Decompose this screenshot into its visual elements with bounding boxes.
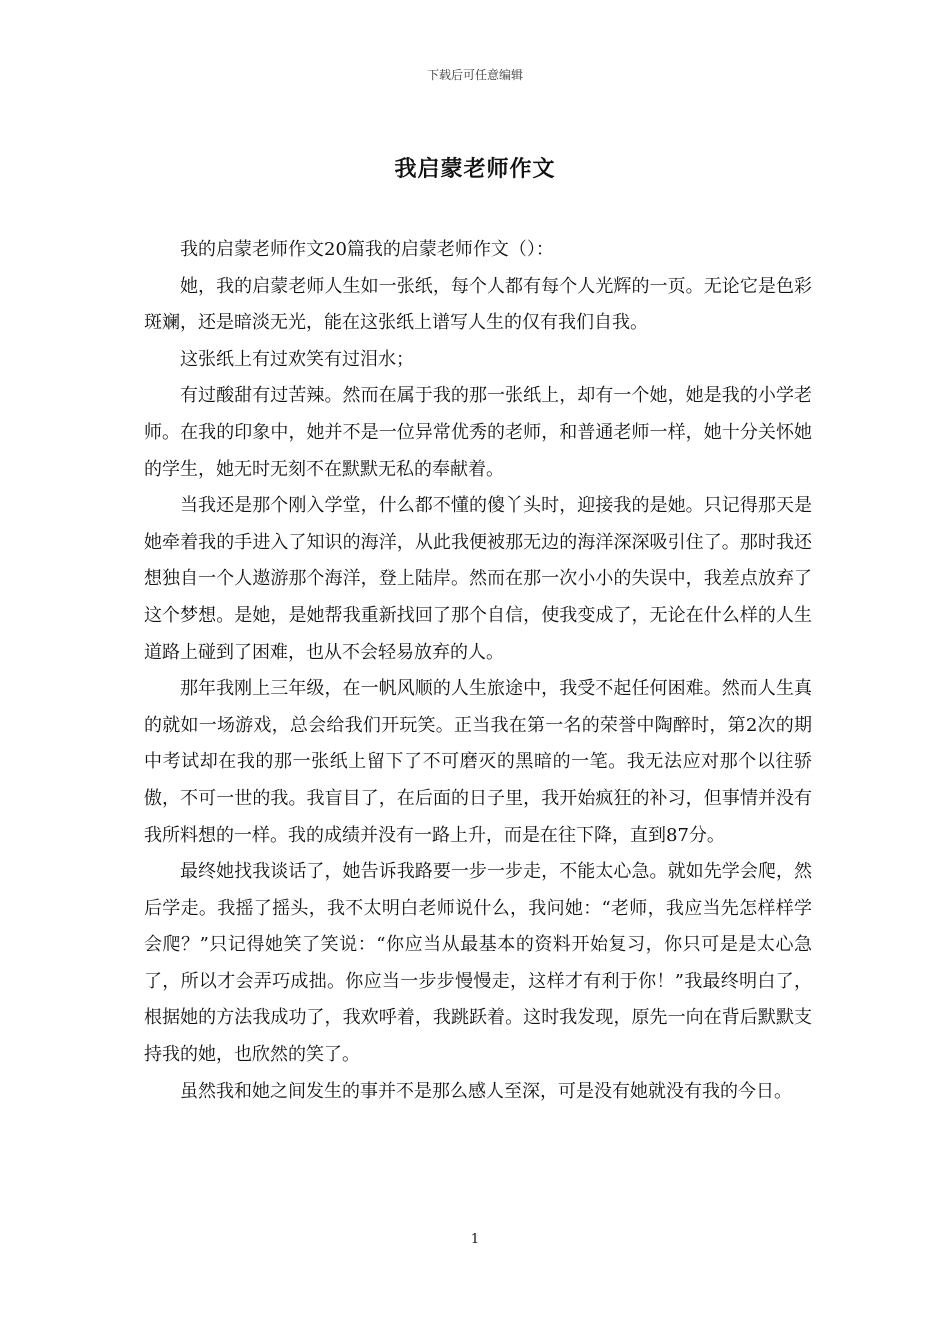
document-body bbox=[144, 232, 812, 1110]
paragraph-3: 这张纸上有过欢笑有过泪水； bbox=[180, 348, 414, 370]
paragraph-7: 最终她找我谈话了，她告诉我路要一步一步走，不能太心急。就如先学会爬，然后学走。我摇了摇头，我不太明白老师说什么，我问她：“老师，我应当先怎样样学会爬？”只记得她笑了笑说：“你应当从最基本的资料开始复习，你只可是是太心急了，所以才会弄巧成拙。你应当一步步慢慢走，这样才有利于你！”我最终明白了，根据她的方法我成功了，我欢呼着，我跳跃着。这时我发现，原先一向在背后默默支持我的她，也欣然的笑了。 bbox=[144, 861, 812, 1066]
paragraph-8: 虽然我和她之间发生的事并不是那么感人至深，可是没有她就没有我的今日。 bbox=[180, 1080, 792, 1102]
paragraph-4: 有过酸甜有过苦辣。然而在属于我的那一张纸上，却有一个她，她是我的小学老师。在我的印象中，她并不是一位异常优秀的老师，和普通老师一样，她十分关怀她的学生，她无时无刻不在默默无私的奉献着。 bbox=[144, 385, 812, 480]
page-title: 我启蒙老师作文 bbox=[394, 156, 556, 182]
page-number: 1 bbox=[470, 1232, 480, 1247]
paragraph-5: 当我还是那个刚入学堂，什么都不懂的傻丫头时，迎接我的是她。只记得那天是她牵着我的手进入了知识的海洋，从此我便被那无边的海洋深深吸引住了。那时我还想独自一个人遨游那个海洋，登上陆岸。然而在那一次小小的失误中，我差点放弃了这个梦想。是她，是她帮我重新找回了那个自信，使我变成了，无论在什么样的人生道路上碰到了困难，也从不会轻易放弃的人。 bbox=[144, 495, 812, 663]
header-note: 下载后可任意编辑 bbox=[426, 68, 523, 82]
paragraph-6: 那年我刚上三年级，在一帆风顺的人生旅途中，我受不起任何困难。然而人生真的就如一场游戏，总会给我们开玩笑。正当我在第一名的荣誉中陶醉时，第2次的期中考试却在我的那一张纸上留下了不可磨灭的黑暗的一笔。我无法应对那个以往骄傲，不可一世的我。我盲目了，在后面的日子里，我开始疯狂的补习，但事情并没有我所料想的一样。我的成绩并没有一路上升，而是在往下降，直到87分。 bbox=[144, 678, 812, 846]
paragraph-1: 我的启蒙老师作文20篇我的启蒙老师作文（）： bbox=[180, 239, 554, 260]
paragraph-2: 她，我的启蒙老师人生如一张纸，每个人都有每个人光辉的一页。无论它是色彩斑斓，还是暗淡无光，能在这张纸上谱写人生的仅有我们自我。 bbox=[144, 275, 812, 334]
